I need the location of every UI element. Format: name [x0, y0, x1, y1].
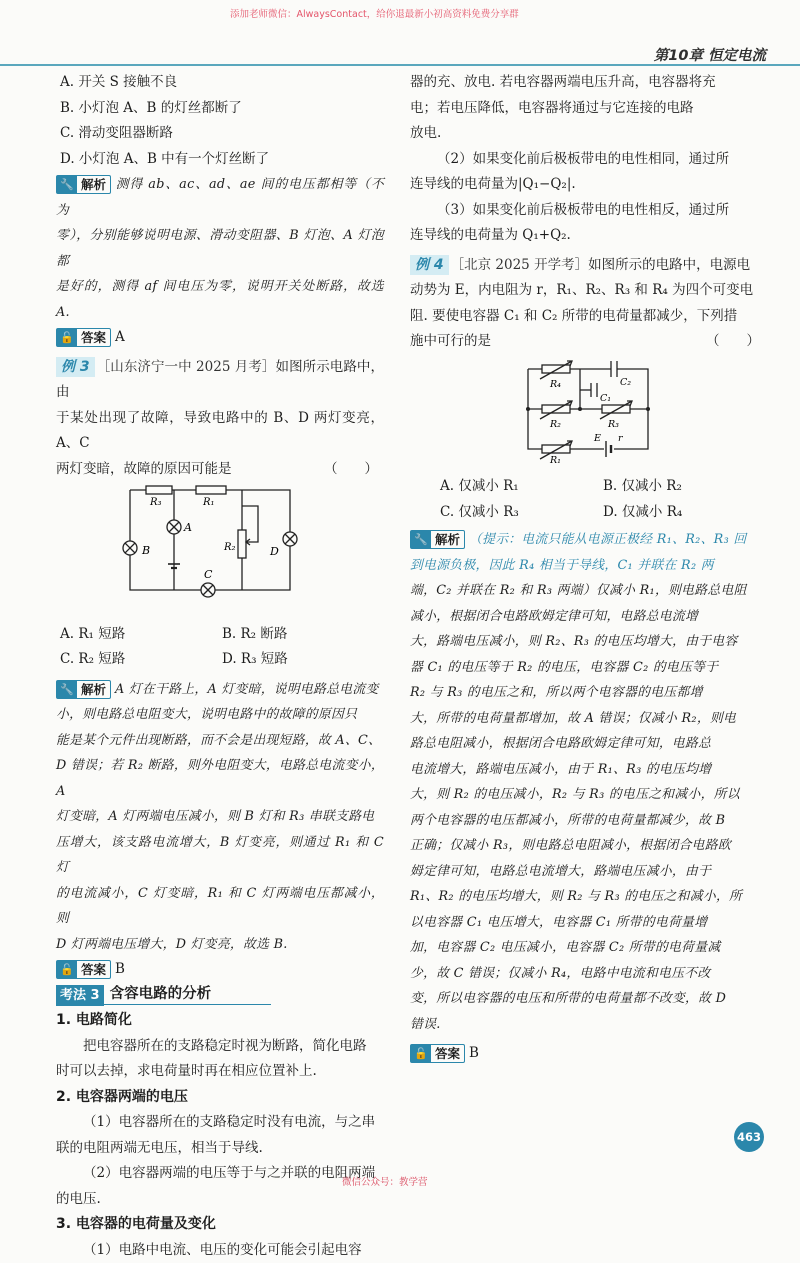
example-3-line3: 两灯变暗，故障的原因可能是 （ ） [56, 457, 384, 483]
label-r3: R₃ [607, 419, 619, 430]
analysis-3-line: 端，C₂ 并联在 R₂ 和 R₃ 两端）仅减小 R₁，则电路总电阻 [410, 578, 766, 604]
analysis-1-line3: 是好的，测得 af 间电压为零，说明开关处断路，故选 A. [56, 274, 384, 325]
right-line4: （2）如果变化前后极板带电的电性相同，通过所 [410, 147, 766, 173]
right-line5: 连导线的电荷量为|Q₁−Q₂|. [410, 172, 766, 198]
label-c2: C₂ [620, 377, 631, 388]
analysis-3-line: 以电容器 C₁ 电压增大，电容器 C₁ 所带的电荷量增 [410, 910, 766, 936]
method-3-label: 考法 3 [56, 985, 104, 1006]
label-r1: R₁ [549, 455, 561, 466]
left-column [56, 70, 384, 1263]
analysis-3-line: 两个电容器的电压都减小，所带的电荷量都减少，故 B [410, 808, 766, 834]
analysis-3-line: 器 C₁ 的电压等于 R₂ 的电压，电容器 C₂ 的电压等于 [410, 655, 766, 681]
header-rule [0, 64, 800, 66]
watermark-bottom: 微信公众号：教学营 [342, 1174, 428, 1188]
section-1-line1: 把电容器所在的支路稳定时视为断路，简化电路 [56, 1034, 384, 1060]
circuit-diagram-1 [56, 482, 384, 612]
example-3-option-a: A. R₁ 短路 [60, 622, 222, 648]
page-number: 463 [734, 1122, 764, 1152]
example-4-options [410, 474, 766, 525]
label-c: C [204, 568, 213, 581]
option-a: A. 开关 S 接触不良 [56, 70, 384, 96]
section-2-title: 2. 电容器两端的电压 [56, 1085, 384, 1111]
analysis-tag: 🔧 解析 [410, 530, 465, 549]
right-line2: 电；若电压降低，电容器将通过与它连接的电路 [410, 96, 766, 122]
answer-tag: 🔓 答案 [56, 960, 111, 979]
analysis-3-line: 减小，根据闭合电路欧姆定律可知，电路总电流增 [410, 604, 766, 630]
option-d: D. 小灯泡 A、B 中有一个灯丝断了 [56, 147, 384, 173]
example-3-source: ［山东济宁一中 2025 月考］ [97, 359, 276, 375]
example-4-option-c: C. 仅减小 R₃ [440, 500, 603, 526]
example-3-label: 例 3 [56, 357, 95, 377]
analysis-3-line: 大，路端电压减小，则 R₂、R₃ 的电压均增大，由于电容 [410, 629, 766, 655]
example-4-line4: 施中可行的是 （ ） [410, 329, 766, 355]
analysis-2-line: 灯变暗，A 灯两端电压减小，则 B 灯和 R₃ 串联支路电 [56, 804, 384, 830]
answer-tag: 🔓 答案 [410, 1044, 465, 1063]
analysis-2-line: D 错误；若 R₂ 断路，则外电阻变大，电路总电流变小，A [56, 753, 384, 804]
analysis-tag: 🔧 解析 [56, 175, 111, 194]
analysis-3-line: 正确；仅减小 R₃，则电路总电阻减小，根据闭合电路欧 [410, 833, 766, 859]
lock-icon: 🔓 [57, 961, 77, 978]
section-2-line4: 的电压. [56, 1187, 384, 1213]
analysis-3-line: 加，电容器 C₂ 电压减小，电容器 C₂ 所带的电荷量减 [410, 935, 766, 961]
analysis-3: 🔧 解析 （提示：电流只能从电源正极经 R₁、R₂、R₃ 回 [410, 527, 766, 553]
analysis-1-line2: 零），分别能够说明电源、滑动变阻器、B 灯泡、A 灯泡都 [56, 223, 384, 274]
example-3-option-c: C. R₂ 短路 [60, 647, 222, 673]
watermark-top: 添加老师微信：AlwaysContact，给你退最新小初高资料免费分享群 [230, 6, 519, 20]
analysis-2-line: 的电流减小，C 灯变暗，R₁ 和 C 灯两端电压都减小，则 [56, 881, 384, 932]
analysis-3-line: 少，故 C 错误；仅减小 R₄，电路中电流和电压不改 [410, 961, 766, 987]
circuit-diagram-2 [410, 355, 766, 465]
answer-2: 🔓 答案 B [56, 957, 384, 983]
section-3-line1: （1）电路中电流、电压的变化可能会引起电容 [56, 1238, 384, 1263]
section-2-line3: （2）电容器两端的电压等于与之并联的电阻两端 [56, 1161, 384, 1187]
example-4-option-b: B. 仅减小 R₂ [603, 474, 766, 500]
analysis-2-line: 压增大，该支路电流增大，B 灯变亮，则通过 R₁ 和 C 灯 [56, 830, 384, 881]
example-4-option-d: D. 仅减小 R₄ [603, 500, 766, 526]
right-line3: 放电. [410, 121, 766, 147]
analysis-2-line: 小，则电路总电阻变大，说明电路中的故障的原因只 [56, 702, 384, 728]
example-3: 例 3 ［山东济宁一中 2025 月考］如图所示电路中，由 [56, 355, 384, 406]
section-2-line1: （1）电容器所在的支路稳定时没有电流，与之串 [56, 1110, 384, 1136]
analysis-3-line: 错误. [410, 1012, 766, 1038]
label-a: A [183, 521, 192, 534]
example-4-line2: 动势为 E，内电阻为 r，R₁、R₂、R₃ 和 R₄ 为四个可变电 [410, 278, 766, 304]
analysis-3-hint: 到电源负极，因此 R₄ 相当于导线，C₁ 并联在 R₂ 两 [410, 553, 766, 579]
chapter-header: 第10章 恒定电流 [654, 44, 766, 65]
label-r3: R₃ [149, 497, 162, 508]
label-r2: R₂ [549, 419, 561, 430]
analysis-2-line: D 灯两端电压增大，D 灯变亮，故选 B. [56, 932, 384, 958]
wrench-icon: 🔧 [411, 531, 431, 548]
label-b: B [141, 544, 150, 557]
example-3-option-d: D. R₃ 短路 [222, 647, 384, 673]
option-c: C. 滑动变阻器断路 [56, 121, 384, 147]
example-4-label: 例 4 [410, 255, 449, 275]
analysis-3-line: 电流增大，路端电压减小，由于 R₁、R₃ 的电压均增 [410, 757, 766, 783]
answer-3: 🔓 答案 B [410, 1041, 766, 1067]
label-r: r [618, 433, 624, 444]
method-3-title: 含容电路的分析 [104, 985, 272, 1005]
analysis-2: 🔧 解析 A 灯在干路上，A 灯变暗，说明电路总电流变 [56, 677, 384, 703]
right-column [410, 70, 766, 1067]
example-4-source: ［北京 2025 开学考］ [451, 257, 588, 273]
answer-tag: 🔓 答案 [56, 328, 111, 347]
analysis-3-line: 变，所以电容器的电压和所带的电荷量都不改变，故 D [410, 986, 766, 1012]
example-4-option-a: A. 仅减小 R₁ [440, 474, 603, 500]
analysis-3-line: R₂ 与 R₃ 的电压之和，所以两个电容器的电压都增 [410, 680, 766, 706]
section-1-line2: 时可以去掉，求电荷量时再在相应位置补上. [56, 1059, 384, 1085]
right-line7: 连导线的电荷量为 Q₁+Q₂. [410, 223, 766, 249]
section-2-line2: 联的电阻两端无电压，相当于导线. [56, 1136, 384, 1162]
example-3-option-b: B. R₂ 断路 [222, 622, 384, 648]
label-r4: R₄ [549, 379, 561, 390]
analysis-tag: 🔧 解析 [56, 680, 111, 699]
analysis-1: 🔧 解析 测得 ab、ac、ad、ae 间的电压都相等（不为 [56, 172, 384, 223]
lock-icon: 🔓 [57, 329, 77, 346]
analysis-3-line: 大，所带的电荷量都增加，故 A 错误；仅减小 R₂，则电 [410, 706, 766, 732]
right-line1: 器的充、放电. 若电容器两端电压升高，电容器将充 [410, 70, 766, 96]
right-line6: （3）如果变化前后极板带电的电性相反，通过所 [410, 198, 766, 224]
label-e: E [593, 433, 601, 444]
option-b: B. 小灯泡 A、B 的灯丝都断了 [56, 96, 384, 122]
example-3-line2: 于某处出现了故障，导致电路中的 B、D 两灯变亮，A、C [56, 406, 384, 457]
label-d: D [269, 545, 279, 558]
example-3-options [56, 622, 384, 673]
analysis-3-line: 姆定律可知，电路总电流增大，路端电压减小，由于 [410, 859, 766, 885]
section-1-title: 1. 电路简化 [56, 1008, 384, 1034]
analysis-2-line: 能是某个元件出现断路，而不会是出现短路，故 A、C、 [56, 728, 384, 754]
section-3-title: 3. 电容器的电荷量及变化 [56, 1212, 384, 1238]
method-3-heading [56, 985, 271, 1006]
analysis-3-line: 路总电阻减小，根据闭合电路欧姆定律可知，电路总 [410, 731, 766, 757]
label-r2: R₂ [223, 542, 236, 553]
wrench-icon: 🔧 [57, 681, 77, 698]
label-r1: R₁ [202, 497, 215, 508]
analysis-3-line: R₁、R₂ 的电压均增大，则 R₂ 与 R₃ 的电压之和减小，所 [410, 884, 766, 910]
example-4: 例 4 ［北京 2025 开学考］如图所示的电路中，电源电 [410, 253, 766, 279]
analysis-3-line: 大，则 R₂ 的电压减小，R₂ 与 R₃ 的电压之和减小，所以 [410, 782, 766, 808]
example-4-line3: 阻. 要使电容器 C₁ 和 C₂ 所带的电荷量都减少，下列措 [410, 304, 766, 330]
wrench-icon: 🔧 [57, 176, 77, 193]
label-c1: C₁ [600, 393, 611, 404]
answer-1: 🔓 答案 A [56, 325, 384, 351]
lock-icon: 🔓 [411, 1045, 431, 1062]
